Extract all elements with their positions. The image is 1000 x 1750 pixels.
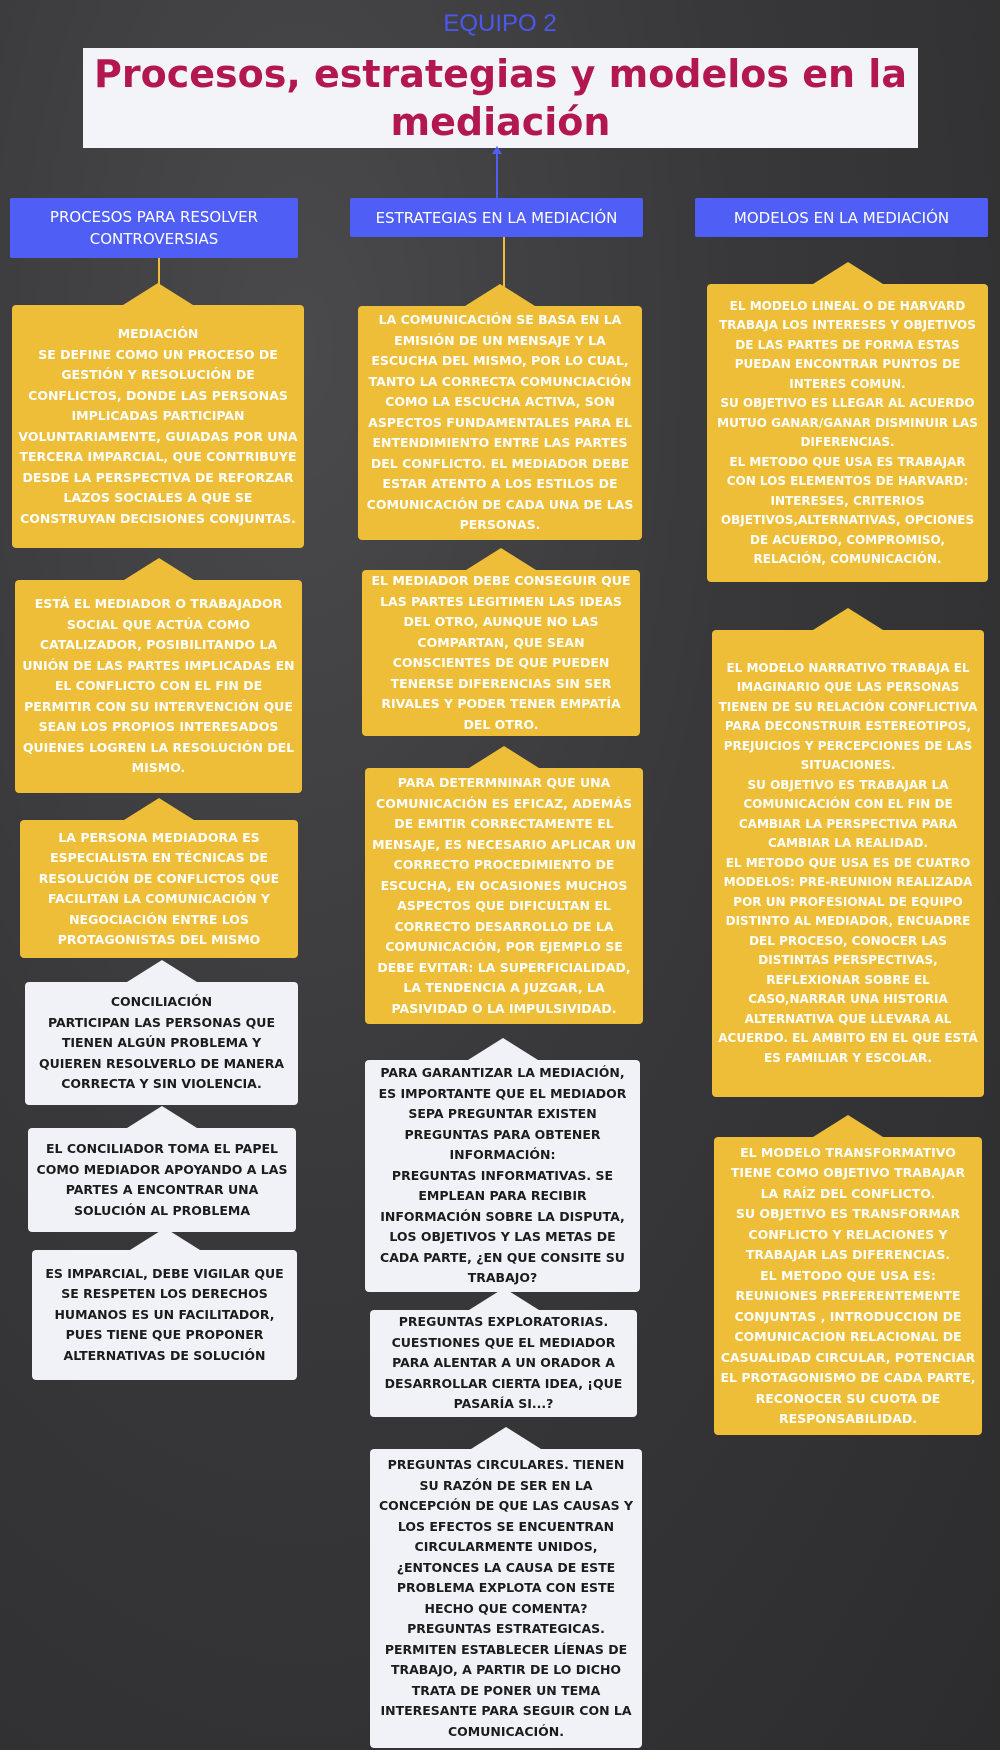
connector-col2 bbox=[503, 237, 505, 287]
card-preguntas-exploratorias: PREGUNTAS EXPLORATORIAS. CUESTIONES QUE EL MEDIADOR PARA ALENTAR A UN ORADOR A DESARROLLAR CIERTA IDEA, ¡QUE PASARÍA SI...? bbox=[370, 1310, 637, 1417]
card-preguntas-circulares: PREGUNTAS CIRCULARES. TIENEN SU RAZÓN DE SER EN LA CONCEPCIÓN DE QUE LAS CAUSAS Y LOS EFECTOS SE ENCUENTRAN CIRCULARMENTE UNIDOS, ¿ENTONCES LA CAUSA DE ESTE PROBLEMA EXPLOTA CON ESTE HECHO QUE COMENTA? PREGUNTAS ESTRATEGICAS. PERMITEN ESTABLECER LÍENAS DE TRABAJO, A PARTIR DE LO DICHO TRATA DE PONER UN TEMA INTERESANTE PARA SEGUIR CON LA COMUNICACIÓN. bbox=[370, 1449, 642, 1748]
title-connector bbox=[496, 150, 498, 198]
arrow-up-icon bbox=[492, 146, 502, 154]
card-persona-mediadora: LA PERSONA MEDIADORA ES ESPECIALISTA EN TÉCNICAS DE RESOLUCIÓN DE CONFLICTOS QUE FACILITAN LA COMUNICACIÓN Y NEGOCIACIÓN ENTRE LOS PROTAGONISTAS DEL MISMO bbox=[20, 820, 298, 958]
header-modelos: MODELOS EN LA MEDIACIÓN bbox=[695, 198, 988, 237]
card-conciliacion: CONCILIACIÓN PARTICIPAN LAS PERSONAS QUE TIENEN ALGÚN PROBLEMA Y QUIEREN RESOLVERLO DE MANERA CORRECTA Y SIN VIOLENCIA. bbox=[25, 982, 298, 1105]
header-procesos: PROCESOS PARA RESOLVER CONTROVERSIAS bbox=[10, 198, 298, 258]
card-comunicacion: LA COMUNICACIÓN SE BASA EN LA EMISIÓN DE UN MENSAJE Y LA ESCUCHA DEL MISMO, POR LO CUAL, TANTO LA CORRECTA COMUNCIACIÓN COMO LA ESCUCHA ACTIVA, SON ASPECTOS FUNDAMENTALES PARA EL ENTENDIMIENTO ENTRE LAS PARTES DEL CONFLICTO. EL MEDIADOR DEBE ESTAR ATENTO A LOS ESTILOS DE COMUNICACIÓN DE CADA UNA DE LAS PERSONAS. bbox=[358, 306, 642, 540]
title-box bbox=[83, 48, 918, 148]
card-modelo-transformativo: EL MODELO TRANSFORMATIVO TIENE COMO OBJETIVO TRABAJAR LA RAÍZ DEL CONFLICTO. SU OBJETIVO ES TRANSFORMAR CONFLICTO Y RELACIONES Y TRABAJAR LAS DIFERENCIAS. EL METODO QUE USA ES: REUNIONES PREFERENTEMENTE CONJUNTAS , INTRODUCCION DE COMUNICACION RELACIONAL DE CASUALIDAD CIRCULAR, POTENCIAR EL PROTAGONISMO DE CADA PARTE, RECONOCER SU CUOTA DE RESPONSABILIDAD. bbox=[714, 1137, 982, 1435]
card-modelo-harvard: EL MODELO LINEAL O DE HARVARD TRABAJA LOS INTERESES Y OBJETIVOS DE LAS PARTES DE FORMA ESTAS PUEDAN ENCONTRAR PUNTOS DE INTERES COMUN. SU OBJETIVO ES LLEGAR AL ACUERDO MUTUO GANAR/GANAR DISMINUIR LAS DIFERENCIAS. EL METODO QUE USA ES TRABAJAR CON LOS ELEMENTOS DE HARVARD: INTERESES, CRITERIOS OBJETIVOS,ALTERNATIVAS, OPCIONES DE ACUERDO, COMPROMISO, RELACIÓN, COMUNICACIÓN. bbox=[707, 284, 988, 582]
card-legitimar-ideas: EL MEDIADOR DEBE CONSEGUIR QUE LAS PARTES LEGITIMEN LAS IDEAS DEL OTRO, AUNQUE NO LAS COMPARTAN, QUE SEAN CONSCIENTES DE QUE PUEDEN TENERSE DIFERENCIAS SIN SER RIVALES Y PODER TENER EMPATÍA DEL OTRO. bbox=[362, 570, 640, 736]
team-label: EQUIPO 2 bbox=[443, 10, 557, 37]
card-mediador-catalizador: ESTÁ EL MEDIADOR O TRABAJADOR SOCIAL QUE ACTÚA COMO CATALIZADOR, POSIBILITANDO LA UNIÓN DE LAS PARTES IMPLICADAS EN EL CONFLICTO CON EL FIN DE PERMITIR CON SU INTERVENCIÓN QUE SEAN LOS PROPIOS INTERESADOS QUIENES LOGREN LA RESOLUCIÓN DEL MISMO. bbox=[15, 580, 302, 793]
card-modelo-narrativo: EL MODELO NARRATIVO TRABAJA EL IMAGINARIO QUE LAS PERSONAS TIENEN DE SU RELACIÓN CONFLICTIVA PARA DECONSTRUIR ESTEREOTIPOS, PREJUICIOS Y PERCEPCIONES DE LAS SITUACIONES. SU OBJETIVO ES TRABAJAR LA COMUNICACIÓN CON EL FIN DE CAMBIAR LA PERSPECTIVA PARA CAMBIAR LA REALIDAD. EL METODO QUE USA ES DE CUATRO MODELOS: PRE-REUNION REALIZADA POR UN PROFESIONAL DE EQUIPO DISTINTO AL MEDIADOR, ENCUADRE DEL PROCESO, CONOCER LAS DISTINTAS PERSPECTIVAS, REFLEXIONAR SOBRE EL CASO,NARRAR UNA HISTORIA ALTERNATIVA QUE LLEVARA AL ACUERDO. EL AMBITO EN EL QUE ESTÁ ES FAMILIAR Y ESCOLAR. bbox=[712, 630, 984, 1097]
card-preguntas-informativas: PARA GARANTIZAR LA MEDIACIÓN, ES IMPORTANTE QUE EL MEDIADOR SEPA PREGUNTAR EXISTEN PREGUNTAS PARA OBTENER INFORMACIÓN: PREGUNTAS INFORMATIVAS. SE EMPLEAN PARA RECIBIR INFORMACIÓN SOBRE LA DISPUTA, LOS OBJETIVOS Y LAS METAS DE CADA PARTE, ¿EN QUE CONSITE SU TRABAJO? bbox=[365, 1060, 640, 1292]
card-mediacion: MEDIACIÓN SE DEFINE COMO UN PROCESO DE GESTIÓN Y RESOLUCIÓN DE CONFLICTOS, DONDE LAS PERSONAS IMPLICADAS PARTICIPAN VOLUNTARIAMENTE, GUIADAS POR UNA TERCERA IMPARCIAL, QUE CONTRIBUYE DESDE LA PERSPECTIVA DE REFORZAR LAZOS SOCIALES A QUE SE CONSTRUYAN DECISIONES CONJUNTAS. bbox=[12, 305, 304, 548]
card-comunicacion-eficaz: PARA DETERMNINAR QUE UNA COMUNICACIÓN ES EFICAZ, ADEMÁS DE EMITIR CORRECTAMENTE EL MENSAJE, ES NECESARIO APLICAR UN CORRECTO PROCEDIMIENTO DE ESCUCHA, EN OCASIONES MUCHOS ASPECTOS QUE DIFICULTAN EL CORRECTO DESARROLLO DE LA COMUNICACIÓN, POR EJEMPLO SE DEBE EVITAR: LA SUPERFICIALIDAD, LA TENDENCIA A JUZGAR, LA PASIVIDAD O LA IMPULSIVIDAD. bbox=[365, 768, 643, 1024]
card-imparcial: ES IMPARCIAL, DEBE VIGILAR QUE SE RESPETEN LOS DERECHOS HUMANOS ES UN FACILITADOR, PUES TIENE QUE PROPONER ALTERNATIVAS DE SOLUCIÓN bbox=[32, 1250, 297, 1380]
page-title: Procesos, estrategias y modelos en la mediación bbox=[94, 52, 907, 144]
header-estrategias: ESTRATEGIAS EN LA MEDIACIÓN bbox=[350, 198, 643, 237]
card-conciliador: EL CONCILIADOR TOMA EL PAPEL COMO MEDIADOR APOYANDO A LAS PARTES A ENCONTRAR UNA SOLUCIÓN AL PROBLEMA bbox=[28, 1128, 296, 1232]
